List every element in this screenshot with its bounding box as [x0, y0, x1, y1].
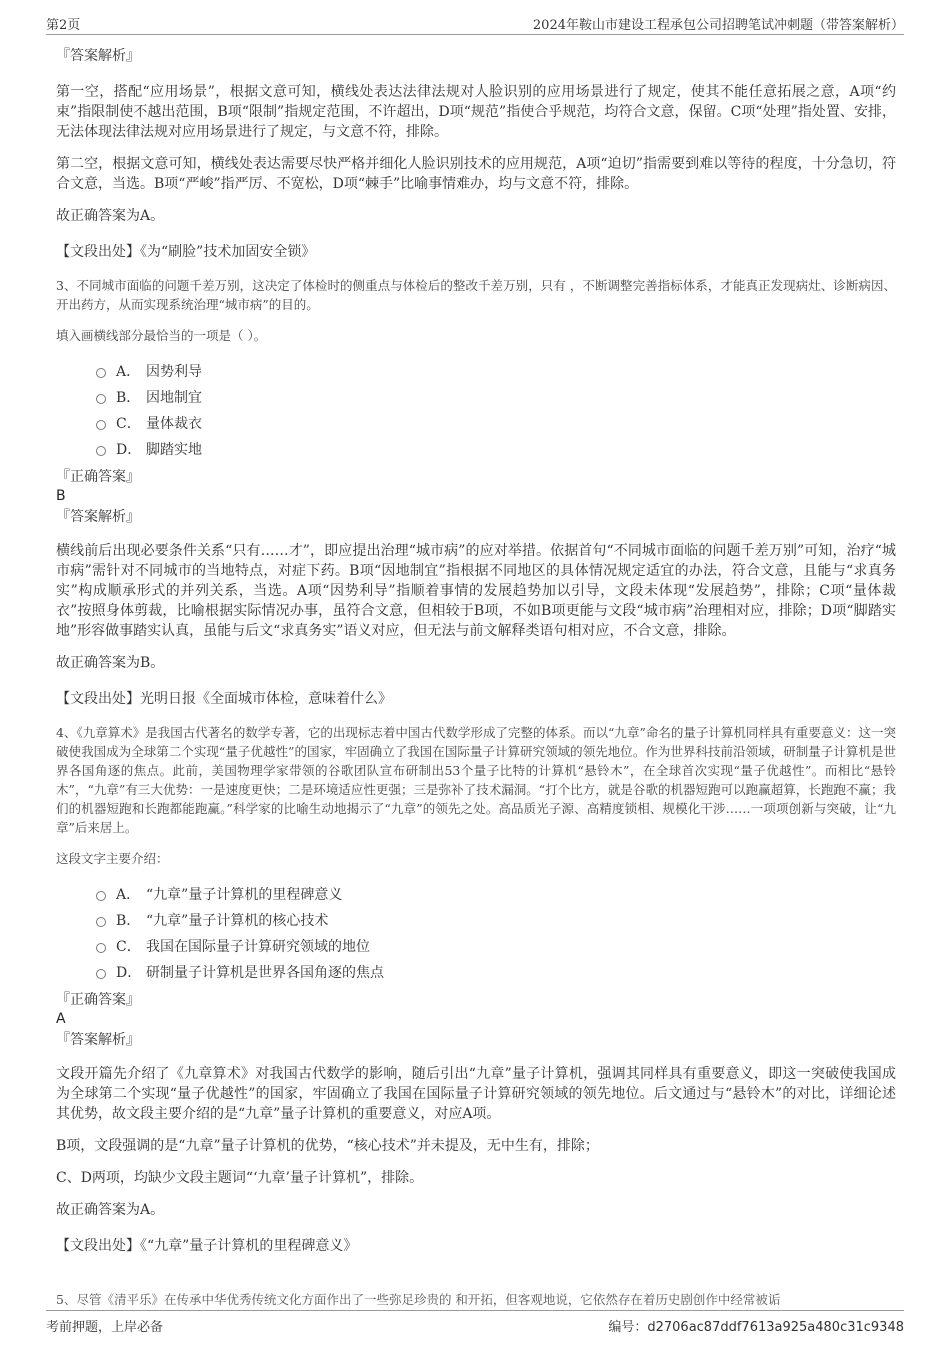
- q4-prompt: 这段文字主要介绍：: [56, 851, 169, 866]
- radio-icon[interactable]: [96, 969, 106, 979]
- q4-analysis-p2: B项，文段强调的是“九章”量子计算机的优势，“核心技术”并未提及，无中生有，排除；: [56, 1138, 599, 1154]
- radio-icon[interactable]: [96, 368, 106, 378]
- q3-option-c[interactable]: C． 量体裁衣: [96, 411, 896, 437]
- q4-option-d[interactable]: D． 研制量子计算机是世界各国角逐的焦点: [96, 960, 896, 986]
- q4-answer: A: [56, 1011, 66, 1027]
- document-code-label: 编号：: [608, 1320, 648, 1335]
- q2-analysis-label: 『答案解析』: [56, 48, 140, 64]
- q2-conclusion: 故正确答案为A。: [56, 208, 165, 224]
- q3-analysis-label: 『答案解析』: [56, 509, 140, 525]
- q2-analysis-p2: 第二空，根据文意可知，横线处表达需要尽快严格并细化人脸识别技术的应用规范，A项“迫切”指需要到难以等待的程度，十分急切，符合文意，当选。B项“严峻”指严厉、不宽松，D项“棘手”比喻事情难办，均与文意不符，排除。: [56, 156, 896, 192]
- page-header: [46, 10, 904, 35]
- footer-slogan: 考前押题，上岸必备: [46, 1320, 164, 1335]
- document-body: [56, 46, 896, 1256]
- q4-options: [56, 882, 896, 986]
- q3-analysis: 横线前后出现必要条件关系“只有……才”，即应提出治理“城市病”的应对举措。依据首句“不同城市面临的问题千差万别”可知，治疗“城市病”需针对不同城市的当地特点，对症下药。B项“因地制宜”指根据不同地区的具体情况规定适宜的办法，符合文意，且能与“求真务实”构成顺承形式的并列关系，当选。A项“因势利导”指顺着事情的发展趋势加以引导，文段未体现“发展趋势”，排除；C项“量体裁衣”按照身体剪裁，比喻根据实际情况办事，虽符合文意，但相较于B项，不如B项更能与文段“城市病”治理相对应，排除；D项“脚踏实地”形容做事踏实认真，虽能与后文“求真务实”语义对应，但无法与前文解释类语句相对应，不合文意，排除。: [56, 543, 896, 639]
- q3-option-a[interactable]: A． 因势利导: [96, 359, 896, 385]
- document-code-value: d2706ac87ddf7613a925a480c31c9348: [647, 1320, 904, 1335]
- q3-prompt: 填入画横线部分最恰当的一项是（ ）。: [56, 328, 267, 343]
- document-code: [608, 1316, 904, 1335]
- radio-icon[interactable]: [96, 891, 106, 901]
- q4-option-b[interactable]: B． “九章”量子计算机的核心技术: [96, 908, 896, 934]
- radio-icon[interactable]: [96, 917, 106, 927]
- q3-stem: 3、不同城市面临的问题千差万别，这决定了体检时的侧重点与体检后的整改千差万别，只有 ，不断调整完善指标体系，才能真正发现病灶、诊断病因、开出药方，从而实现系统治理“城市病”的目的。: [56, 278, 896, 312]
- document-title: 2024年鞍山市建设工程承包公司招聘笔试冲刺题（带答案解析）: [532, 18, 904, 33]
- q4-option-c[interactable]: C． 我国在国际量子计算研究领域的地位: [96, 934, 896, 960]
- q3-options: [56, 359, 896, 463]
- q3-source: 【文段出处】光明日报《全面城市体检，意味着什么》: [56, 691, 392, 707]
- q4-analysis-label: 『答案解析』: [56, 1032, 140, 1048]
- q4-answer-label: 『正确答案』: [56, 992, 140, 1008]
- q4-source: 【文段出处】《“九章”量子计算机的里程碑意义》: [56, 1238, 358, 1254]
- q2-analysis-p1: 第一空，搭配“应用场景”，根据文意可知，横线处表达法律法规对人脸识别的应用场景进行了规定，使其不能任意拓展之意，A项“约束”指限制使不越出范围，B项“限制”指规定范围，不许超出，D项“规范”指使合乎规范，均符合文意，保留。C项“处理”指处置、安排，无法体现法律法规对应用场景进行了规定，与文意不符，排除。: [56, 84, 896, 140]
- q4-stem: 4、《九章算术》是我国古代著名的数学专著，它的出现标志着中国古代数学形成了完整的体系。而以“九章”命名的量子计算机同样具有重要意义：这一突破使我国成为全球第二个实现“量子优越性”的国家，牢固确立了我国在国际量子计算研究领域的领先地位。作为世界科技前沿领域，研制量子计算机是世界各国角逐的焦点。此前，美国物理学家带领的谷歌团队宣布研制出53个量子比特的计算机“悬铃木”，在全球首次实现“量子优越性”。而相比“悬铃木”，“九章”有三大优势：一是速度更快；二是环境适应性更强；三是弥补了技术漏洞。“打个比方，就是谷歌的机器短跑可以跑赢超算，长跑跑不赢；我们的机器短跑和长跑都能跑赢。”科学家的比喻生动地揭示了“九章”的领先之处。高品质光子源、高精度锁相、规模化干涉……一项项创新与突破，让“九章”后来居上。: [56, 725, 896, 835]
- q4-analysis: 文段开篇先介绍了《九章算术》对我国古代数学的影响，随后引出“九章”量子计算机，强调其同样具有重要意义，即这一突破使我国成为全球第二个实现“量子优越性”的国家，牢固确立了我国在国际量子计算研究领域的领先地位。后文通过与“悬铃木”的对比，详细论述其优势，故文段主要介绍的是“九章”量子计算机的重要意义，对应A项。: [56, 1066, 896, 1122]
- page-footer: [46, 1310, 904, 1341]
- q5-stem-partial: 5、尽管《清平乐》在传承中华优秀传统文化方面作出了一些弥足珍贵的 和开拓，但客观地说，它依然存在着历史剧创作中经常被诟: [56, 1292, 781, 1307]
- radio-icon[interactable]: [96, 943, 106, 953]
- q3-option-b[interactable]: B． 因地制宜: [96, 385, 896, 411]
- q3-conclusion: 故正确答案为B。: [56, 655, 165, 671]
- q4-option-a[interactable]: A． “九章”量子计算机的里程碑意义: [96, 882, 896, 908]
- q3-option-d[interactable]: D． 脚踏实地: [96, 437, 896, 463]
- q4-conclusion: 故正确答案为A。: [56, 1202, 165, 1218]
- radio-icon[interactable]: [96, 446, 106, 456]
- q2-source: 【文段出处】《为“刷脸”技术加固安全锁》: [56, 244, 316, 260]
- radio-icon[interactable]: [96, 394, 106, 404]
- page-number: 第2页: [46, 18, 81, 33]
- radio-icon[interactable]: [96, 420, 106, 430]
- q4-analysis-p3: C、D两项，均缺少文段主题词“‘九章’量子计算机”，排除。: [56, 1170, 424, 1186]
- q3-answer-label: 『正确答案』: [56, 469, 140, 485]
- q3-answer: B: [56, 488, 66, 504]
